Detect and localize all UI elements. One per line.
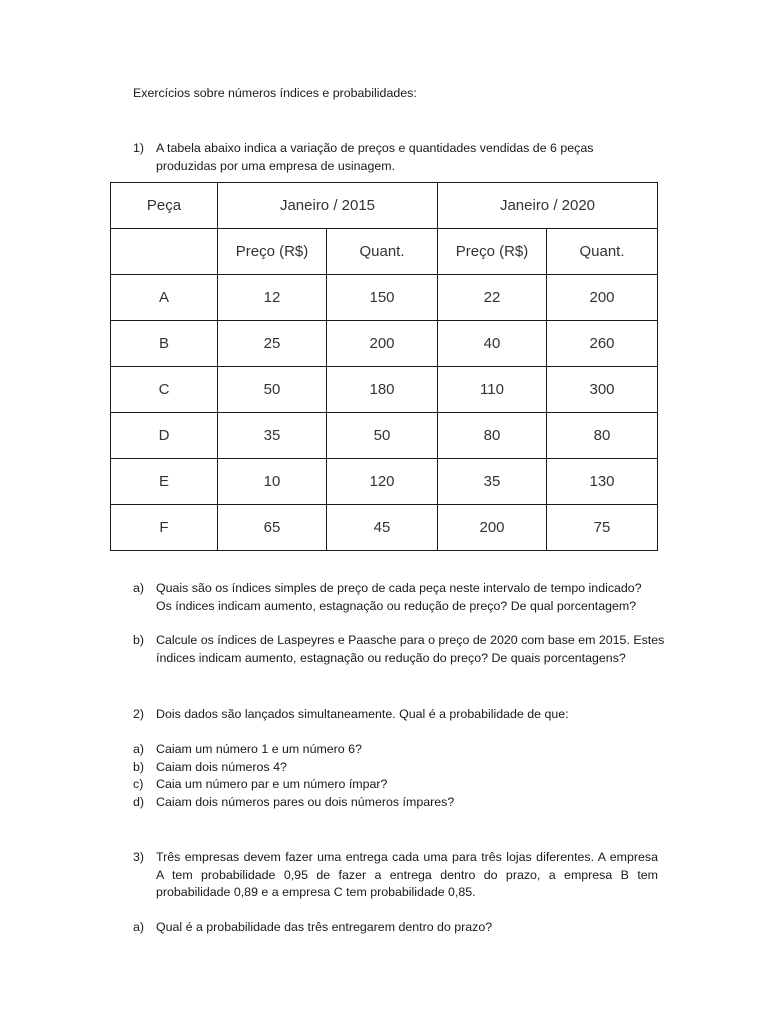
header-period-2015: Janeiro / 2015 bbox=[218, 183, 438, 229]
cell-price-2015: 65 bbox=[218, 505, 327, 551]
cell-qty-2020: 130 bbox=[547, 459, 658, 505]
question-1b-line-1: Calcule os índices de Laspeyres e Paasche para o preço de 2020 com base em 2015. Estes bbox=[156, 633, 665, 647]
cell-qty-2015: 150 bbox=[327, 275, 438, 321]
question-1-line-2: produzidas por uma empresa de usinagem. bbox=[156, 158, 395, 173]
question-2-text: Dois dados são lançados simultaneamente. Qual é a probabilidade de que: bbox=[156, 707, 569, 721]
table-subheader-row bbox=[111, 229, 658, 275]
question-1-number: 1) bbox=[133, 141, 145, 155]
cell-qty-2020: 300 bbox=[547, 367, 658, 413]
question-2a-label: a) bbox=[133, 742, 145, 756]
cell-price-2015: 12 bbox=[218, 275, 327, 321]
cell-qty-2020: 75 bbox=[547, 505, 658, 551]
cell-qty-2015: 45 bbox=[327, 505, 438, 551]
question-2a-text: Caiam um número 1 e um número 6? bbox=[156, 742, 362, 756]
header-piece: Peça bbox=[111, 183, 218, 229]
cell-price-2015: 35 bbox=[218, 413, 327, 459]
cell-price-2020: 110 bbox=[438, 367, 547, 413]
table-row bbox=[111, 413, 658, 459]
question-3a-label: a) bbox=[133, 920, 145, 934]
cell-piece: F bbox=[111, 505, 218, 551]
header-period-2020: Janeiro / 2020 bbox=[438, 183, 658, 229]
table-row bbox=[111, 459, 658, 505]
cell-price-2015: 10 bbox=[218, 459, 327, 505]
table-row bbox=[111, 505, 658, 551]
cell-piece: D bbox=[111, 413, 218, 459]
question-2b-text: Caiam dois números 4? bbox=[156, 759, 287, 774]
cell-qty-2015: 200 bbox=[327, 321, 438, 367]
question-3-line-1: Três empresas devem fazer uma entrega cada uma para três lojas diferentes. A empresa bbox=[156, 850, 658, 864]
cell-price-2020: 35 bbox=[438, 459, 547, 505]
table-row bbox=[111, 275, 658, 321]
cell-piece: C bbox=[111, 367, 218, 413]
question-3-line-2: A tem probabilidade 0,95 de fazer a entrega dentro do prazo, a empresa B tem bbox=[156, 867, 658, 882]
cell-price-2020: 80 bbox=[438, 413, 547, 459]
cell-qty-2020: 200 bbox=[547, 275, 658, 321]
question-3a-text: Qual é a probabilidade das três entregarem dentro do prazo? bbox=[156, 920, 493, 934]
cell-qty-2015: 50 bbox=[327, 413, 438, 459]
question-2c-label: c) bbox=[133, 777, 144, 791]
table-header-row bbox=[111, 183, 658, 229]
question-2d-text: Caiam dois números pares ou dois números ímpares? bbox=[156, 794, 455, 809]
document-title: Exercícios sobre números índices e probabilidades: bbox=[133, 86, 417, 100]
question-2d-label: d) bbox=[133, 794, 145, 809]
question-1a-line-1: Quais são os índices simples de preço de cada peça neste intervalo de tempo indicado? bbox=[156, 581, 642, 595]
cell-piece: A bbox=[111, 275, 218, 321]
question-1-line-1: A tabela abaixo indica a variação de preços e quantidades vendidas de 6 peças bbox=[156, 141, 594, 155]
cell-piece: E bbox=[111, 459, 218, 505]
subheader-price-2020: Preço (R$) bbox=[438, 229, 547, 275]
question-2-number: 2) bbox=[133, 707, 145, 721]
question-1b-label: b) bbox=[133, 633, 145, 647]
subheader-qty-2015: Quant. bbox=[327, 229, 438, 275]
cell-qty-2015: 180 bbox=[327, 367, 438, 413]
cell-qty-2020: 80 bbox=[547, 413, 658, 459]
question-1a-line-2: Os índices indicam aumento, estagnação ou redução de preço? De qual porcentagem? bbox=[156, 598, 637, 613]
table-row bbox=[111, 321, 658, 367]
subheader-qty-2020: Quant. bbox=[547, 229, 658, 275]
cell-price-2015: 50 bbox=[218, 367, 327, 413]
table-row bbox=[111, 367, 658, 413]
question-3-line-3: probabilidade 0,89 e a empresa C tem probabilidade 0,85. bbox=[156, 885, 476, 899]
price-quantity-table bbox=[110, 182, 658, 551]
cell-piece: B bbox=[111, 321, 218, 367]
cell-qty-2015: 120 bbox=[327, 459, 438, 505]
cell-qty-2020: 260 bbox=[547, 321, 658, 367]
cell-price-2015: 25 bbox=[218, 321, 327, 367]
cell-price-2020: 40 bbox=[438, 321, 547, 367]
subheader-empty bbox=[111, 229, 218, 275]
cell-price-2020: 200 bbox=[438, 505, 547, 551]
question-3-number: 3) bbox=[133, 850, 145, 864]
subheader-price-2015: Preço (R$) bbox=[218, 229, 327, 275]
question-2c-text: Caia um número par e um número ímpar? bbox=[156, 777, 388, 791]
question-1a-label: a) bbox=[133, 581, 145, 595]
cell-price-2020: 22 bbox=[438, 275, 547, 321]
question-2b-label: b) bbox=[133, 759, 145, 774]
question-1b-line-2: índices indicam aumento, estagnação ou redução do preço? De quais porcentagens? bbox=[156, 650, 626, 665]
